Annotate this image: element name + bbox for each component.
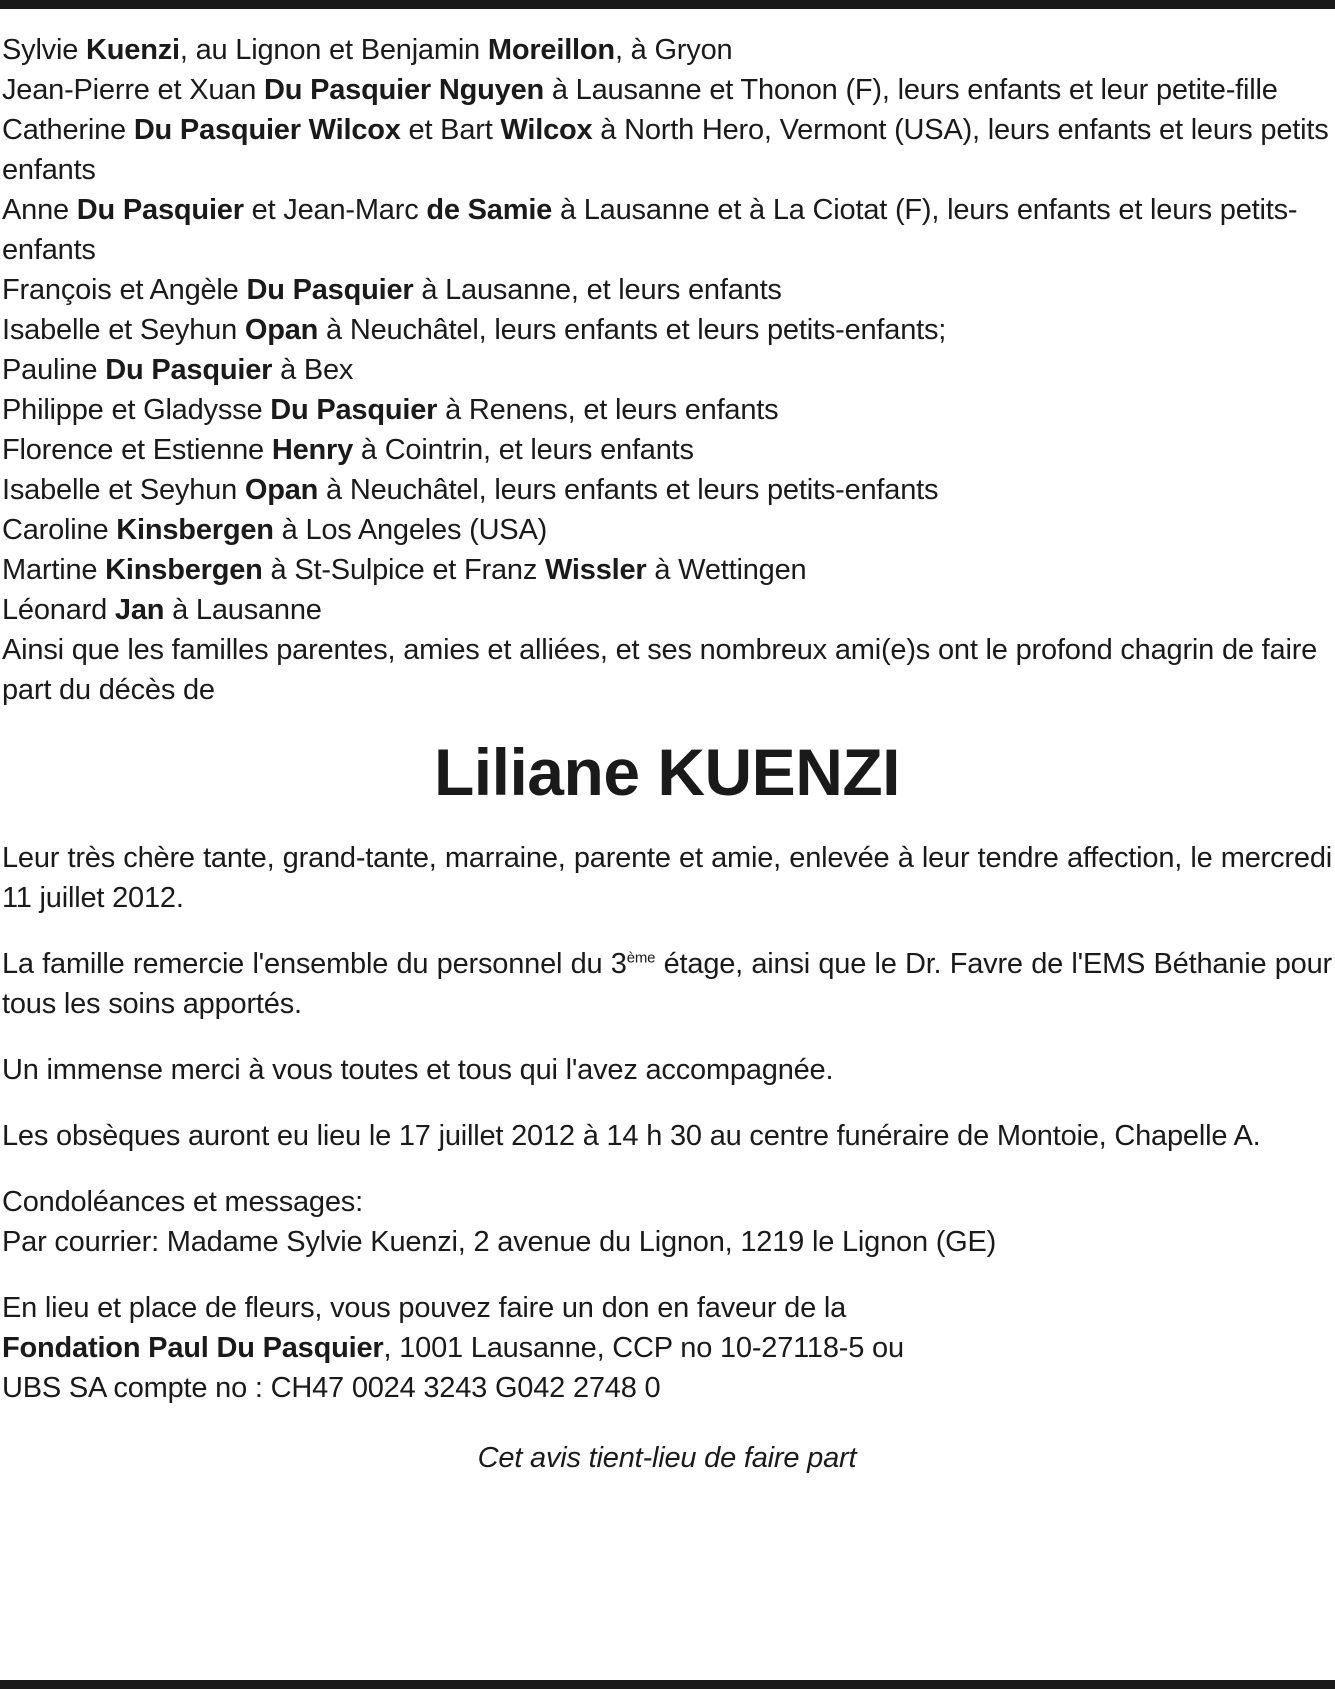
condolences-paragraph [2,1182,1332,1262]
family-line [2,470,1332,510]
family-text: Sylvie [2,34,87,66]
family-text: à St-Sulpice et Franz [262,554,546,586]
family-text: Ainsi que les familles parentes, amies et alliées, et ses nombreux ami(e)s ont le profond chagrin de faire part du décès de [2,634,1318,706]
family-text: à Lausanne et à La Ciotat (F), leurs enfants et leurs petits-enfants [2,194,1298,266]
family-surname: de Samie [426,194,553,226]
thanks-text-before: La famille remercie l'ensemble du personnel du 3 [2,948,627,980]
family-line [2,30,1332,70]
family-line [2,190,1332,270]
family-surname: Kinsbergen [105,554,263,586]
family-text: Catherine [2,114,134,146]
family-text: à Wettingen [646,554,807,586]
tribute-paragraph: Leur très chère tante, grand-tante, marraine, parente et amie, enlevée à leur tendre affection, le mercredi 11 juillet 2012. [2,842,1332,914]
family-surname: Du Pasquier [105,354,273,386]
family-line [2,350,1332,390]
family-text: à Neuchâtel, leurs enfants et leurs petits-enfants; [318,314,947,346]
family-text: François et Angèle [2,274,247,306]
closing-note: Cet avis tient-lieu de faire part [477,1442,857,1474]
family-surname: Henry [271,434,354,466]
family-surname: Wissler [545,554,647,586]
family-surname: Du Pasquier [270,394,438,426]
family-surname: Jan [114,594,165,626]
family-surname: Du Pasquier [76,194,244,226]
family-surname: Moreillon [487,34,615,66]
family-text: à Lausanne, et leurs enfants [413,274,782,306]
family-text: à Renens, et leurs enfants [437,394,779,426]
condolences-address: Par courrier: Madame Sylvie Kuenzi, 2 avenue du Lignon, 1219 le Lignon (GE) [2,1226,997,1258]
family-text: Isabelle et Seyhun [2,474,245,506]
family-list [2,30,1332,710]
bottom-rule [0,1680,1335,1689]
gratitude-paragraph: Un immense merci à vous toutes et tous qui l'avez accompagnée. [2,1054,834,1086]
thanks-text-after: étage, ainsi que le Dr. Favre de l'EMS Béthanie pour tous les soins apportés. [2,948,1332,1020]
family-surname: Kuenzi [86,34,180,66]
donation-line-2: , 1001 Lausanne, CCP no 10-27118-5 ou [383,1332,904,1364]
deceased-name: Liliane KUENZI [433,735,901,809]
family-line [2,390,1332,430]
donation-line-3: UBS SA compte no : CH47 0024 3243 G042 2748 0 [2,1372,661,1404]
condolences-heading: Condoléances et messages: [2,1186,363,1218]
family-line [2,590,1332,630]
family-text: Philippe et Gladysse [2,394,271,426]
family-surname: Wilcox [500,114,593,146]
foundation-name: Fondation Paul Du Pasquier [2,1332,384,1364]
family-surname: Du Pasquier [246,274,414,306]
funeral-paragraph: Les obsèques auront eu lieu le 17 juillet 2012 à 14 h 30 au centre funéraire de Montoie, Chapelle A. [2,1120,1261,1152]
family-line [2,70,1332,110]
family-line [2,550,1332,590]
family-text: et Bart [400,114,501,146]
death-notice [2,30,1332,1478]
family-surname: Opan [244,474,319,506]
family-text: Martine [2,554,106,586]
donation-paragraph [2,1288,1332,1408]
family-text: à Los Angeles (USA) [273,514,548,546]
family-surname: Du Pasquier Wilcox [133,114,401,146]
family-text: à Bex [272,354,354,386]
family-text: Jean-Pierre et Xuan [2,74,264,106]
family-text: à Neuchâtel, leurs enfants et leurs petits-enfants [318,474,939,506]
family-line [2,630,1332,710]
family-surname: Kinsbergen [116,514,274,546]
top-rule [0,0,1335,9]
family-text: Florence et Estienne [2,434,272,466]
family-line [2,510,1332,550]
family-text: à Lausanne et Thonon (F), leurs enfants et leur petite-fille [544,74,1278,106]
family-surname: Du Pasquier Nguyen [264,74,545,106]
family-text: et Jean-Marc [243,194,427,226]
family-line [2,310,1332,350]
family-text: Pauline [2,354,106,386]
thanks-paragraph [2,944,1332,1024]
family-text: à North Hero, Vermont (USA), leurs enfants et leurs petits enfants [2,114,1329,186]
family-surname: Opan [244,314,319,346]
family-text: Isabelle et Seyhun [2,314,245,346]
family-line [2,270,1332,310]
family-text: , à Gryon [614,34,733,66]
family-line [2,110,1332,190]
family-text: Anne [2,194,77,226]
family-line [2,430,1332,470]
thanks-superscript: ème [626,949,656,967]
family-text: à Cointrin, et leurs enfants [353,434,694,466]
family-text: Caroline [2,514,117,546]
donation-line-1: En lieu et place de fleurs, vous pouvez faire un don en faveur de la [2,1292,847,1324]
family-text: , au Lignon et Benjamin [179,34,488,66]
family-text: Léonard [2,594,115,626]
family-text: à Lausanne [164,594,322,626]
